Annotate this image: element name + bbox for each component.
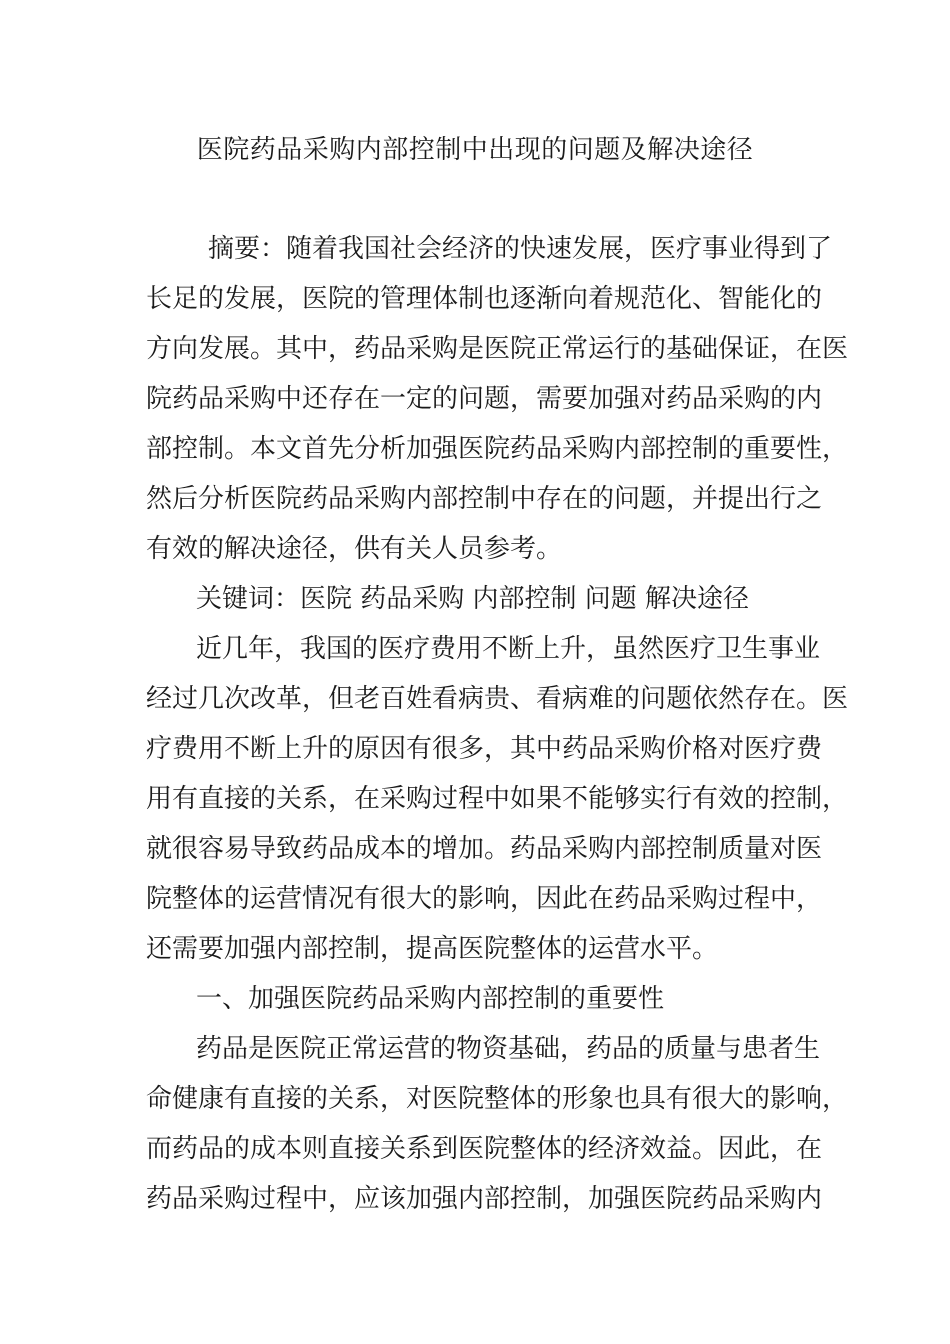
abstract-line: 有效的解决途径，供有关人员参考。: [146, 534, 563, 564]
intro-line: 用有直接的关系，在采购过程中如果不能够实行有效的控制，: [146, 784, 849, 814]
section-body-line: 药品采购过程中，应该加强内部控制，加强医院药品采购内: [146, 1184, 823, 1214]
abstract-line: 部控制。本文首先分析加强医院药品采购内部控制的重要性，: [146, 434, 849, 464]
abstract-line: 然后分析医院药品采购内部控制中存在的问题，并提出行之: [146, 484, 823, 514]
abstract-line: 院药品采购中还存在一定的问题，需要加强对药品采购的内: [146, 384, 823, 414]
intro-line: 疗费用不断上升的原因有很多，其中药品采购价格对医疗费: [146, 734, 823, 764]
intro-line: 还需要加强内部控制，提高医院整体的运营水平。: [146, 934, 719, 964]
page-title: 医院药品采购内部控制中出现的问题及解决途径: [196, 135, 754, 165]
intro-line: 经过几次改革，但老百姓看病贵、看病难的问题依然存在。医: [146, 684, 849, 714]
keywords-line: 关键词：医院 药品采购 内部控制 问题 解决途径: [196, 584, 750, 614]
abstract-line: 方向发展。其中，药品采购是医院正常运行的基础保证，在医: [146, 334, 849, 364]
section-body-line: 药品是医院正常运营的物资基础，药品的质量与患者生: [196, 1034, 821, 1064]
section-body-line: 而药品的成本则直接关系到医院整体的经济效益。因此，在: [146, 1134, 823, 1164]
abstract-line: 摘要：随着我国社会经济的快速发展，医疗事业得到了: [208, 234, 833, 264]
intro-line: 近几年，我国的医疗费用不断上升，虽然医疗卫生事业: [196, 634, 821, 664]
abstract-line: 长足的发展，医院的管理体制也逐渐向着规范化、智能化的: [146, 284, 823, 314]
intro-line: 就很容易导致药品成本的增加。药品采购内部控制质量对医: [146, 834, 823, 864]
section-heading: 一、加强医院药品采购内部控制的重要性: [196, 984, 665, 1014]
intro-line: 院整体的运营情况有很大的影响，因此在药品采购过程中，: [146, 884, 823, 914]
section-body-line: 命健康有直接的关系，对医院整体的形象也具有很大的影响，: [146, 1084, 849, 1114]
